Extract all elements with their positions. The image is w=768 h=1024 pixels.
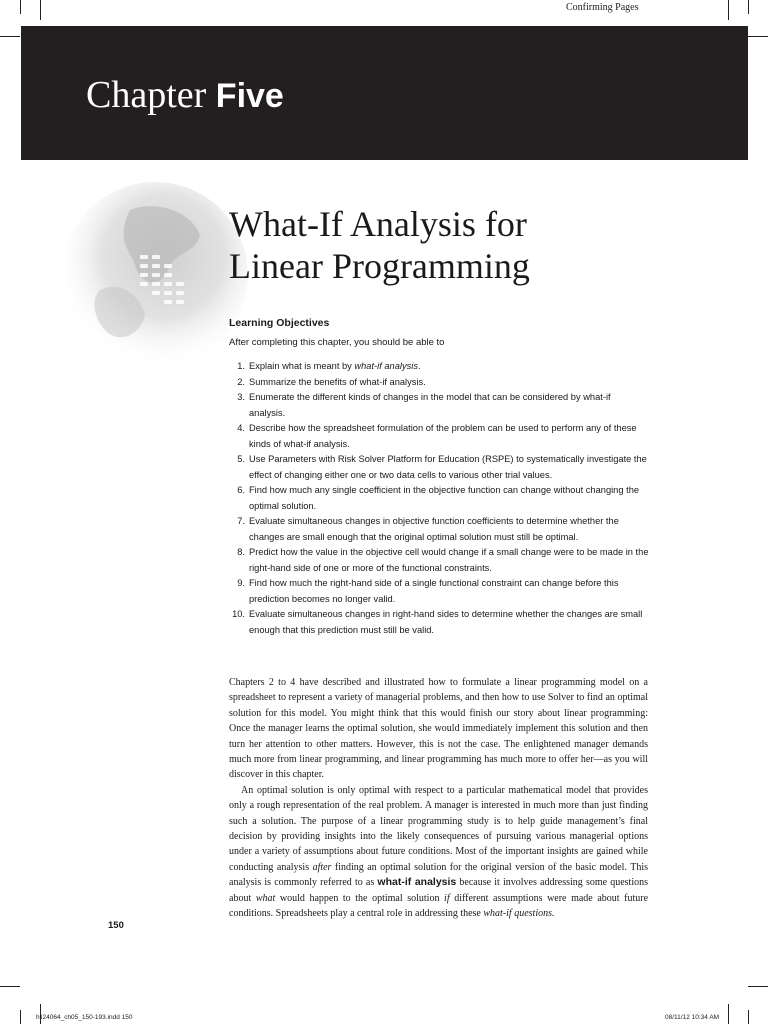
text-run: different assumptions were made about future conditions. Spreadsheets play a central role in addressing these — [229, 892, 649, 920]
chapter-heading — [86, 72, 284, 119]
learning-objectives-intro: After completing this chapter, you should be able to — [229, 337, 445, 348]
chapter-label: Chapter — [86, 74, 207, 116]
body-text — [229, 675, 648, 922]
crop-mark — [20, 1010, 21, 1024]
objective-number: 7. — [237, 516, 245, 526]
objective-item — [229, 421, 649, 452]
objective-text: Summarize the benefits of what-if analysis. — [249, 376, 426, 387]
objective-number: 3. — [237, 392, 245, 402]
paragraph — [229, 783, 648, 922]
globe-image — [60, 180, 250, 370]
objective-item — [229, 607, 649, 638]
paragraph: Chapters 2 to 4 have described and illustrated how to formulate a linear programming model on a spreadsheet to represent a variety of managerial problems, and then how to use Solver to find an optimal solution for this model. You might think that this would finish our story about linear programming: Once the manager learns the optimal solution, she would immediately implement this solution and then turn her attention to other matters. However, this is not the case. The enlightened manager demands much more from linear programming, and linear programming has much more to offer her—as you will discover in this chapter. — [229, 677, 648, 781]
chapter-title-line2: Linear Programming — [229, 246, 530, 286]
chapter-title-line1: What-If Analysis for — [229, 204, 527, 244]
crop-mark — [0, 36, 20, 37]
text-run: because it involves addressing some questions about — [229, 877, 648, 904]
chapter-number: Five — [215, 77, 284, 115]
crop-mark — [0, 986, 20, 987]
objective-number: 5. — [237, 454, 245, 464]
objective-item — [229, 359, 649, 375]
crop-mark — [20, 0, 21, 14]
emphasis: if — [444, 892, 450, 904]
page-number: 150 — [108, 920, 124, 931]
objective-text: Find how much any single coefficient in the objective function can change without changing the optimal solution. — [249, 485, 640, 511]
crop-mark — [728, 0, 729, 20]
objective-number: 10. — [232, 609, 245, 619]
objective-text: Find how much the right-hand side of a single functional constraint can change before this prediction becomes no longer valid. — [249, 578, 619, 604]
objective-text: Explain what is meant by — [249, 361, 355, 371]
objective-text: Describe how the spreadsheet formulation of the problem can be used to perform any of these kinds of what-if analysis. — [249, 423, 637, 449]
confirming-pages-label: Confirming Pages — [566, 2, 639, 13]
objective-text: Predict how the value in the objective cell would change if a small change were to be made in the right-hand side of one or more of the functional constraints. — [249, 547, 649, 573]
objective-text: Evaluate simultaneous changes in objective function coefficients to determine whether the changes are small enough that the original optimal solution must still be optimal. — [249, 516, 619, 542]
text-run: An optimal solution is only optimal with respect to a particular mathematical model that provides only a rough representation of the real problem. A manager is interested in much more than just finding such a solution. The purpose of a linear programming study is to help guide management’s final decision by providing insights into the likely consequences of pursuing various managerial options under a variety of assumptions about future conditions. Most of the important insights are gained while conducting analysis — [229, 784, 648, 873]
objective-item — [229, 483, 649, 514]
emphasis: what-if questions. — [483, 908, 555, 920]
objective-text: Evaluate simultaneous changes in right-hand sides to determine whether the changes are small enough that this prediction must still be valid. — [249, 609, 643, 635]
crop-mark — [748, 36, 768, 37]
crop-mark — [748, 986, 768, 987]
footer-file-info: hil24064_ch05_150-193.indd 150 — [36, 1014, 133, 1021]
crop-mark — [748, 1010, 749, 1024]
objective-item — [229, 375, 649, 391]
objective-item — [229, 452, 649, 483]
objective-number: 6. — [237, 485, 245, 495]
crop-mark — [748, 0, 749, 14]
objective-text-end: . — [417, 361, 421, 371]
objective-text: Use Parameters with Risk Solver Platform for Education (RSPE) to systematically investigate the effect of changing either one or two data cells to various other trial values. — [249, 454, 647, 480]
objective-number: 2. — [237, 376, 245, 387]
objective-text: Enumerate the different kinds of changes in the model that can be considered by what-if analysis. — [249, 392, 611, 418]
learning-objectives-list — [229, 359, 649, 638]
objective-number: 9. — [237, 578, 245, 588]
emphasis: after — [312, 861, 332, 873]
objective-number: 8. — [237, 547, 245, 557]
chapter-title — [229, 203, 729, 287]
objective-item — [229, 576, 649, 607]
objective-number: 4. — [237, 423, 245, 433]
key-term: what-if analysis — [377, 876, 457, 889]
text-run: would happen to the optimal solution — [275, 892, 445, 904]
objective-item — [229, 545, 649, 576]
objective-emphasis: what-if analysis — [354, 361, 418, 371]
learning-objectives-heading: Learning Objectives — [229, 317, 330, 329]
crop-mark — [40, 0, 41, 20]
emphasis: what — [255, 892, 276, 904]
text-run: finding an optimal solution for the original version of the basic model. This analysis is commonly referred to as — [229, 861, 648, 889]
objective-item — [229, 390, 649, 421]
objective-number: 1. — [237, 361, 245, 371]
crop-mark — [728, 1004, 729, 1024]
objective-item — [229, 514, 649, 545]
footer-timestamp: 08/11/12 10:34 AM — [665, 1014, 720, 1021]
